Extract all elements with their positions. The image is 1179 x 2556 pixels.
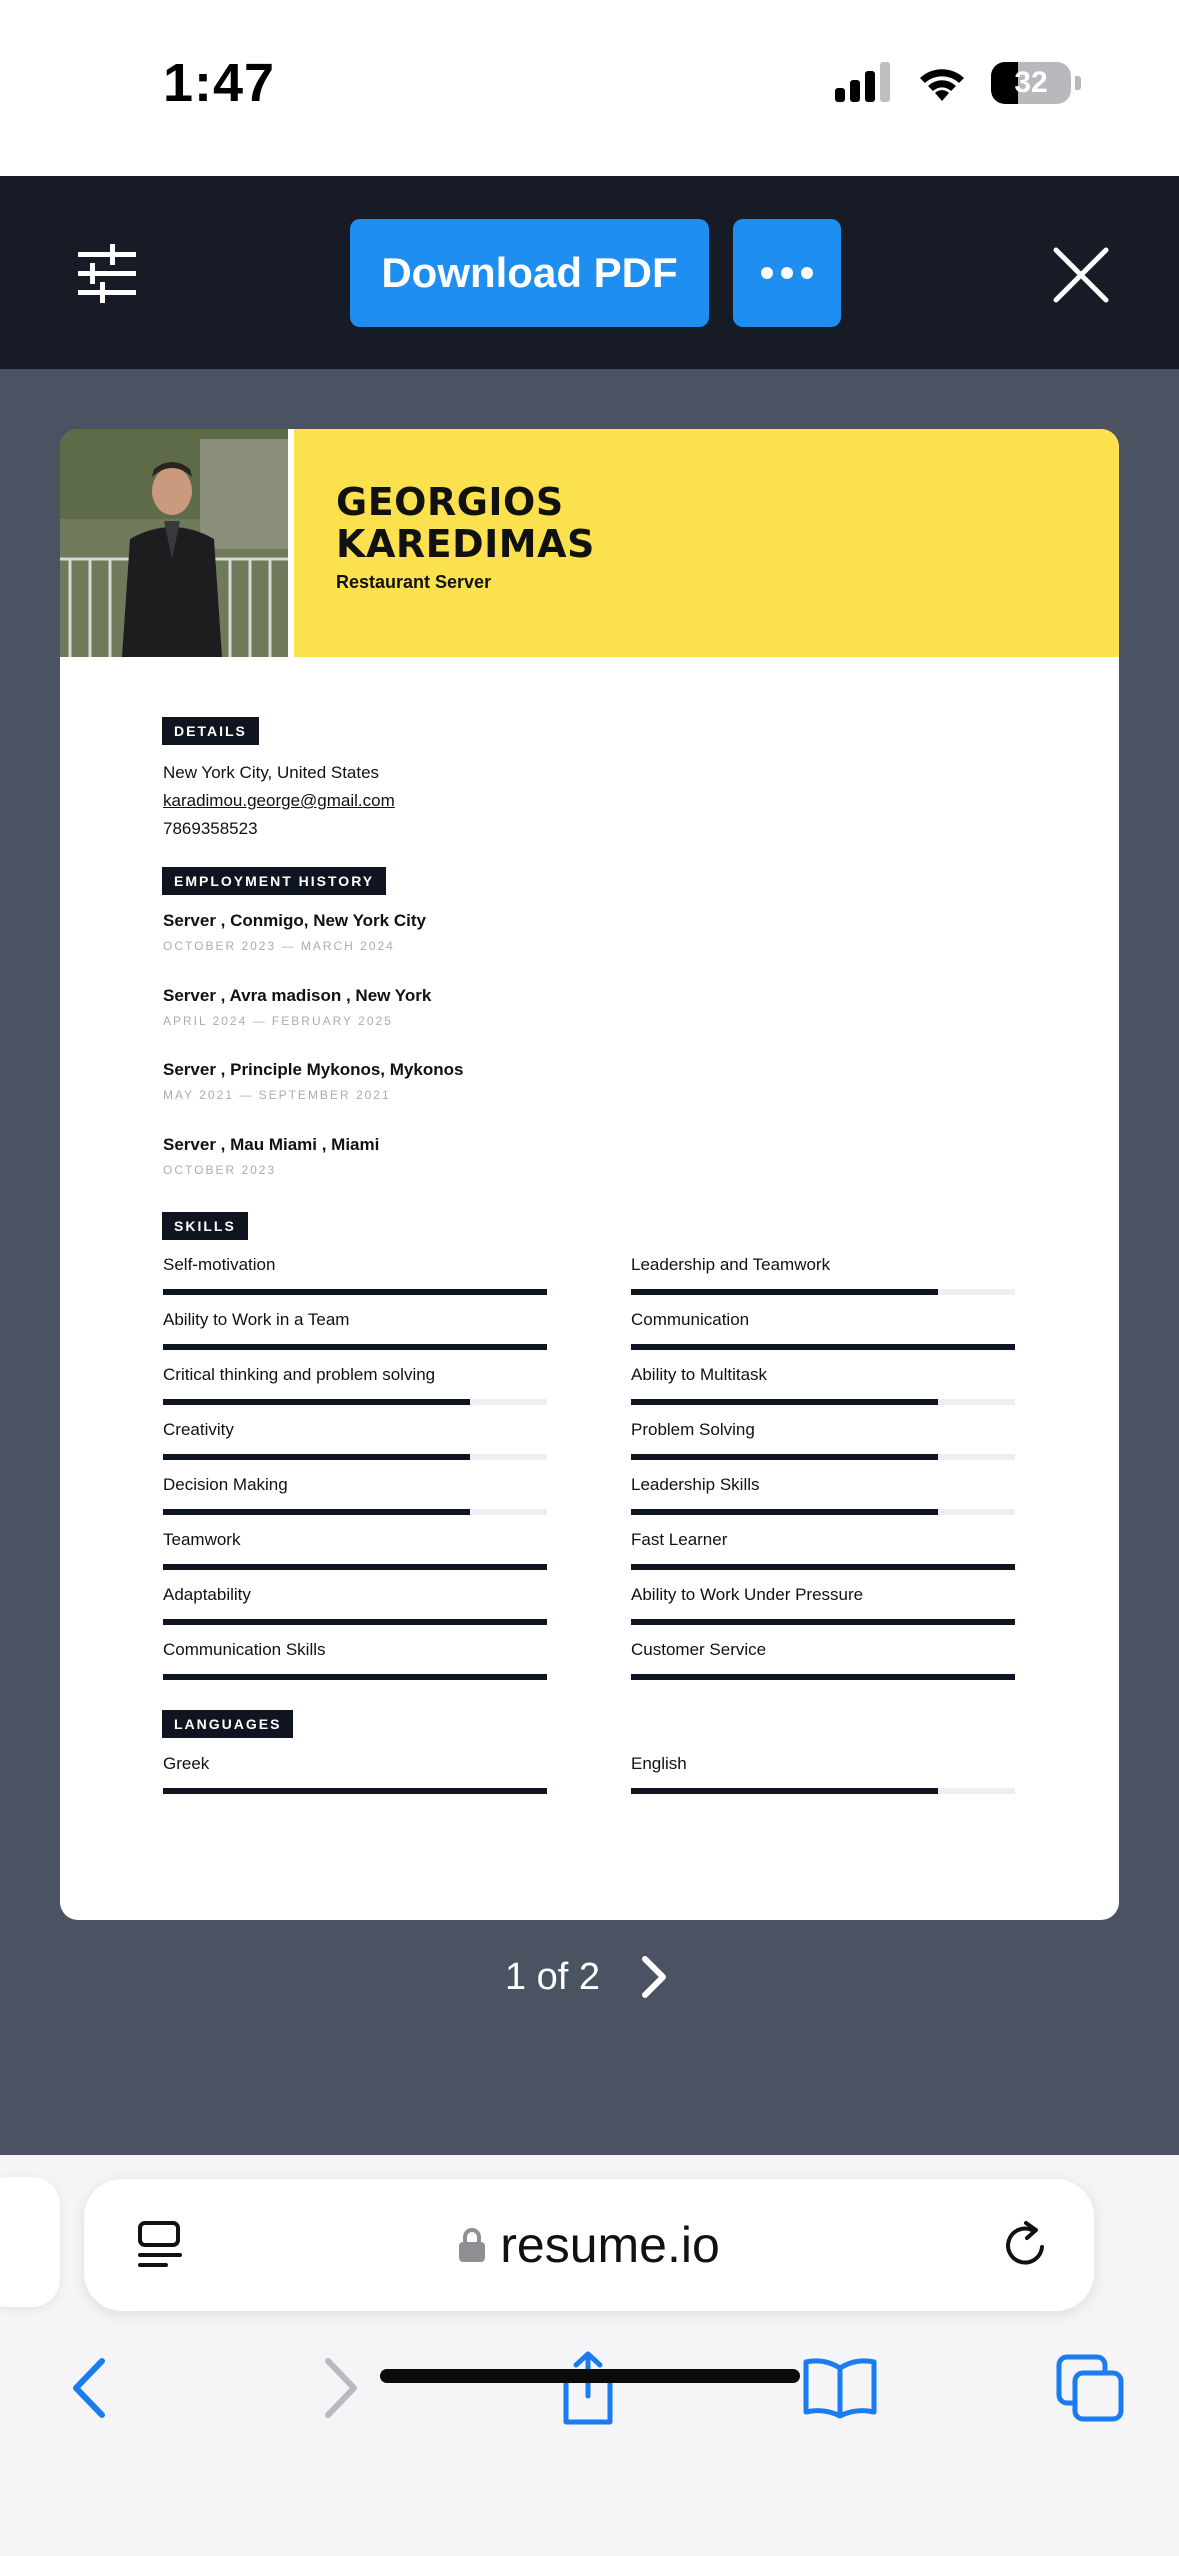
- skill-item: [631, 1585, 1015, 1607]
- skill-item: [163, 1530, 547, 1552]
- skill-item: [163, 1475, 547, 1497]
- top-toolbar: [0, 176, 1179, 369]
- close-button[interactable]: [1052, 246, 1110, 304]
- skill-level-bar: [163, 1399, 470, 1405]
- bookmarks-button[interactable]: [800, 2348, 880, 2428]
- download-pdf-button[interactable]: Download PDF: [350, 219, 709, 327]
- close-icon: [1052, 246, 1110, 304]
- skill-level-bar: [163, 1674, 547, 1680]
- next-page-button[interactable]: [634, 1952, 674, 2002]
- home-indicator: [380, 2369, 800, 2383]
- skill-level-bar: [631, 1674, 1015, 1680]
- chevron-right-icon: [322, 2357, 362, 2419]
- candidate-name: [336, 481, 595, 565]
- language-item: [163, 1754, 547, 1776]
- forward-button[interactable]: [302, 2348, 382, 2428]
- skill-level-bar: [631, 1344, 1015, 1350]
- browser-nav-row: [0, 2348, 1179, 2438]
- skill-level-bar: [163, 1289, 547, 1295]
- skill-label: Teamwork: [163, 1530, 241, 1549]
- job-dates: MAY 2021 — SEPTEMBER 2021: [163, 1088, 391, 1102]
- skill-item: [163, 1640, 547, 1662]
- skill-label: Ability to Multitask: [631, 1365, 768, 1384]
- skill-item: [163, 1585, 547, 1607]
- skill-label: Ability to Work in a Team: [163, 1310, 350, 1329]
- reload-button[interactable]: [998, 2217, 1054, 2273]
- skill-label: Critical thinking and problem solving: [163, 1365, 436, 1384]
- language-item: [631, 1754, 1015, 1776]
- status-time: 1:47: [163, 53, 276, 113]
- skill-label: Ability to Work Under Pressure: [631, 1585, 864, 1604]
- resume-page: [60, 429, 1119, 1920]
- job-title: Server , Conmigo, New York City: [163, 911, 426, 930]
- last-name: KAREDIMAS: [336, 522, 595, 566]
- battery-level: 32: [1014, 66, 1048, 99]
- skill-item: [163, 1365, 547, 1387]
- skill-item: [631, 1475, 1015, 1497]
- tabs-button[interactable]: [1050, 2348, 1130, 2428]
- skill-item: [631, 1420, 1015, 1442]
- skills-heading: SKILLS: [162, 1212, 248, 1240]
- status-bar: [0, 0, 1179, 176]
- cellular-signal-icon: [835, 62, 893, 104]
- language-level-bar: [631, 1788, 938, 1794]
- battery-icon: [991, 62, 1071, 104]
- candidate-role: Restaurant Server: [336, 572, 492, 592]
- job-dates: OCTOBER 2023 — MARCH 2024: [163, 939, 395, 953]
- skill-label: Problem Solving: [631, 1420, 755, 1439]
- skill-label: Adaptability: [163, 1585, 251, 1604]
- profile-photo: [60, 429, 288, 657]
- skill-level-bar: [631, 1564, 1015, 1570]
- details-location: New York City, United States: [163, 763, 380, 782]
- language-label: English: [631, 1754, 687, 1773]
- settings-sliders-button[interactable]: [70, 240, 148, 306]
- skill-item: [631, 1530, 1015, 1552]
- skill-item: [631, 1310, 1015, 1332]
- skill-label: Self-motivation: [163, 1255, 276, 1274]
- skill-item: [163, 1310, 547, 1332]
- employment-heading: EMPLOYMENT HISTORY: [162, 867, 386, 895]
- skill-item: [163, 1420, 547, 1442]
- skill-label: Communication: [631, 1310, 750, 1329]
- skill-item: [631, 1640, 1015, 1662]
- job-title: Server , Principle Mykonos, Mykonos: [163, 1060, 464, 1079]
- lock-icon: [458, 2227, 486, 2263]
- chevron-left-icon: [68, 2357, 108, 2419]
- skill-item: [163, 1255, 547, 1277]
- ellipsis-icon: [759, 266, 815, 280]
- job-dates: OCTOBER 2023: [163, 1163, 277, 1177]
- skill-item: [631, 1255, 1015, 1277]
- more-options-button[interactable]: [733, 219, 841, 327]
- skill-level-bar: [163, 1509, 470, 1515]
- share-icon: [556, 2350, 620, 2426]
- status-icons: [835, 62, 1081, 104]
- job-title: Server , Mau Miami , Miami: [163, 1135, 380, 1154]
- language-level-bar: [163, 1788, 547, 1794]
- languages-heading: LANGUAGES: [162, 1710, 293, 1738]
- wifi-icon: [915, 63, 969, 103]
- skill-level-bar: [163, 1619, 547, 1625]
- address-bar[interactable]: [84, 2179, 1094, 2311]
- skill-label: Leadership and Teamwork: [631, 1255, 831, 1274]
- back-button[interactable]: [48, 2348, 128, 2428]
- skill-label: Creativity: [163, 1420, 234, 1439]
- details-phone: 7869358523: [163, 819, 258, 838]
- skill-label: Leadership Skills: [631, 1475, 760, 1494]
- skill-label: Customer Service: [631, 1640, 767, 1659]
- page-navigator: [0, 1947, 1179, 2007]
- skill-level-bar: [163, 1344, 547, 1350]
- reload-icon: [998, 2217, 1054, 2273]
- skill-level-bar: [631, 1619, 1015, 1625]
- job-dates: APRIL 2024 — FEBRUARY 2025: [163, 1014, 393, 1028]
- document-viewer: [0, 369, 1179, 2155]
- skill-label: Communication Skills: [163, 1640, 326, 1659]
- share-button[interactable]: [548, 2348, 628, 2428]
- skill-label: Fast Learner: [631, 1530, 728, 1549]
- url-text[interactable]: resume.io: [500, 2217, 720, 2273]
- sliders-icon: [70, 240, 148, 306]
- language-label: Greek: [163, 1754, 210, 1773]
- skill-item: [631, 1365, 1015, 1387]
- book-icon: [802, 2356, 878, 2420]
- page-indicator: 1 of 2: [504, 1955, 601, 1998]
- previous-tab-preview[interactable]: [0, 2177, 60, 2307]
- skill-level-bar: [631, 1454, 938, 1460]
- skill-level-bar: [631, 1399, 938, 1405]
- skill-level-bar: [163, 1454, 470, 1460]
- skill-level-bar: [163, 1564, 547, 1570]
- tabs-icon: [1055, 2353, 1125, 2423]
- details-email[interactable]: karadimou.george@gmail.com: [163, 791, 395, 810]
- skill-label: Decision Making: [163, 1475, 288, 1494]
- job-title: Server , Avra madison , New York: [163, 986, 432, 1005]
- skill-level-bar: [631, 1289, 938, 1295]
- first-name: GEORGIOS: [336, 480, 564, 524]
- browser-bottom-bar: [0, 2155, 1179, 2556]
- chevron-right-icon: [639, 1955, 669, 1999]
- details-heading: DETAILS: [162, 717, 259, 745]
- skill-level-bar: [631, 1509, 938, 1515]
